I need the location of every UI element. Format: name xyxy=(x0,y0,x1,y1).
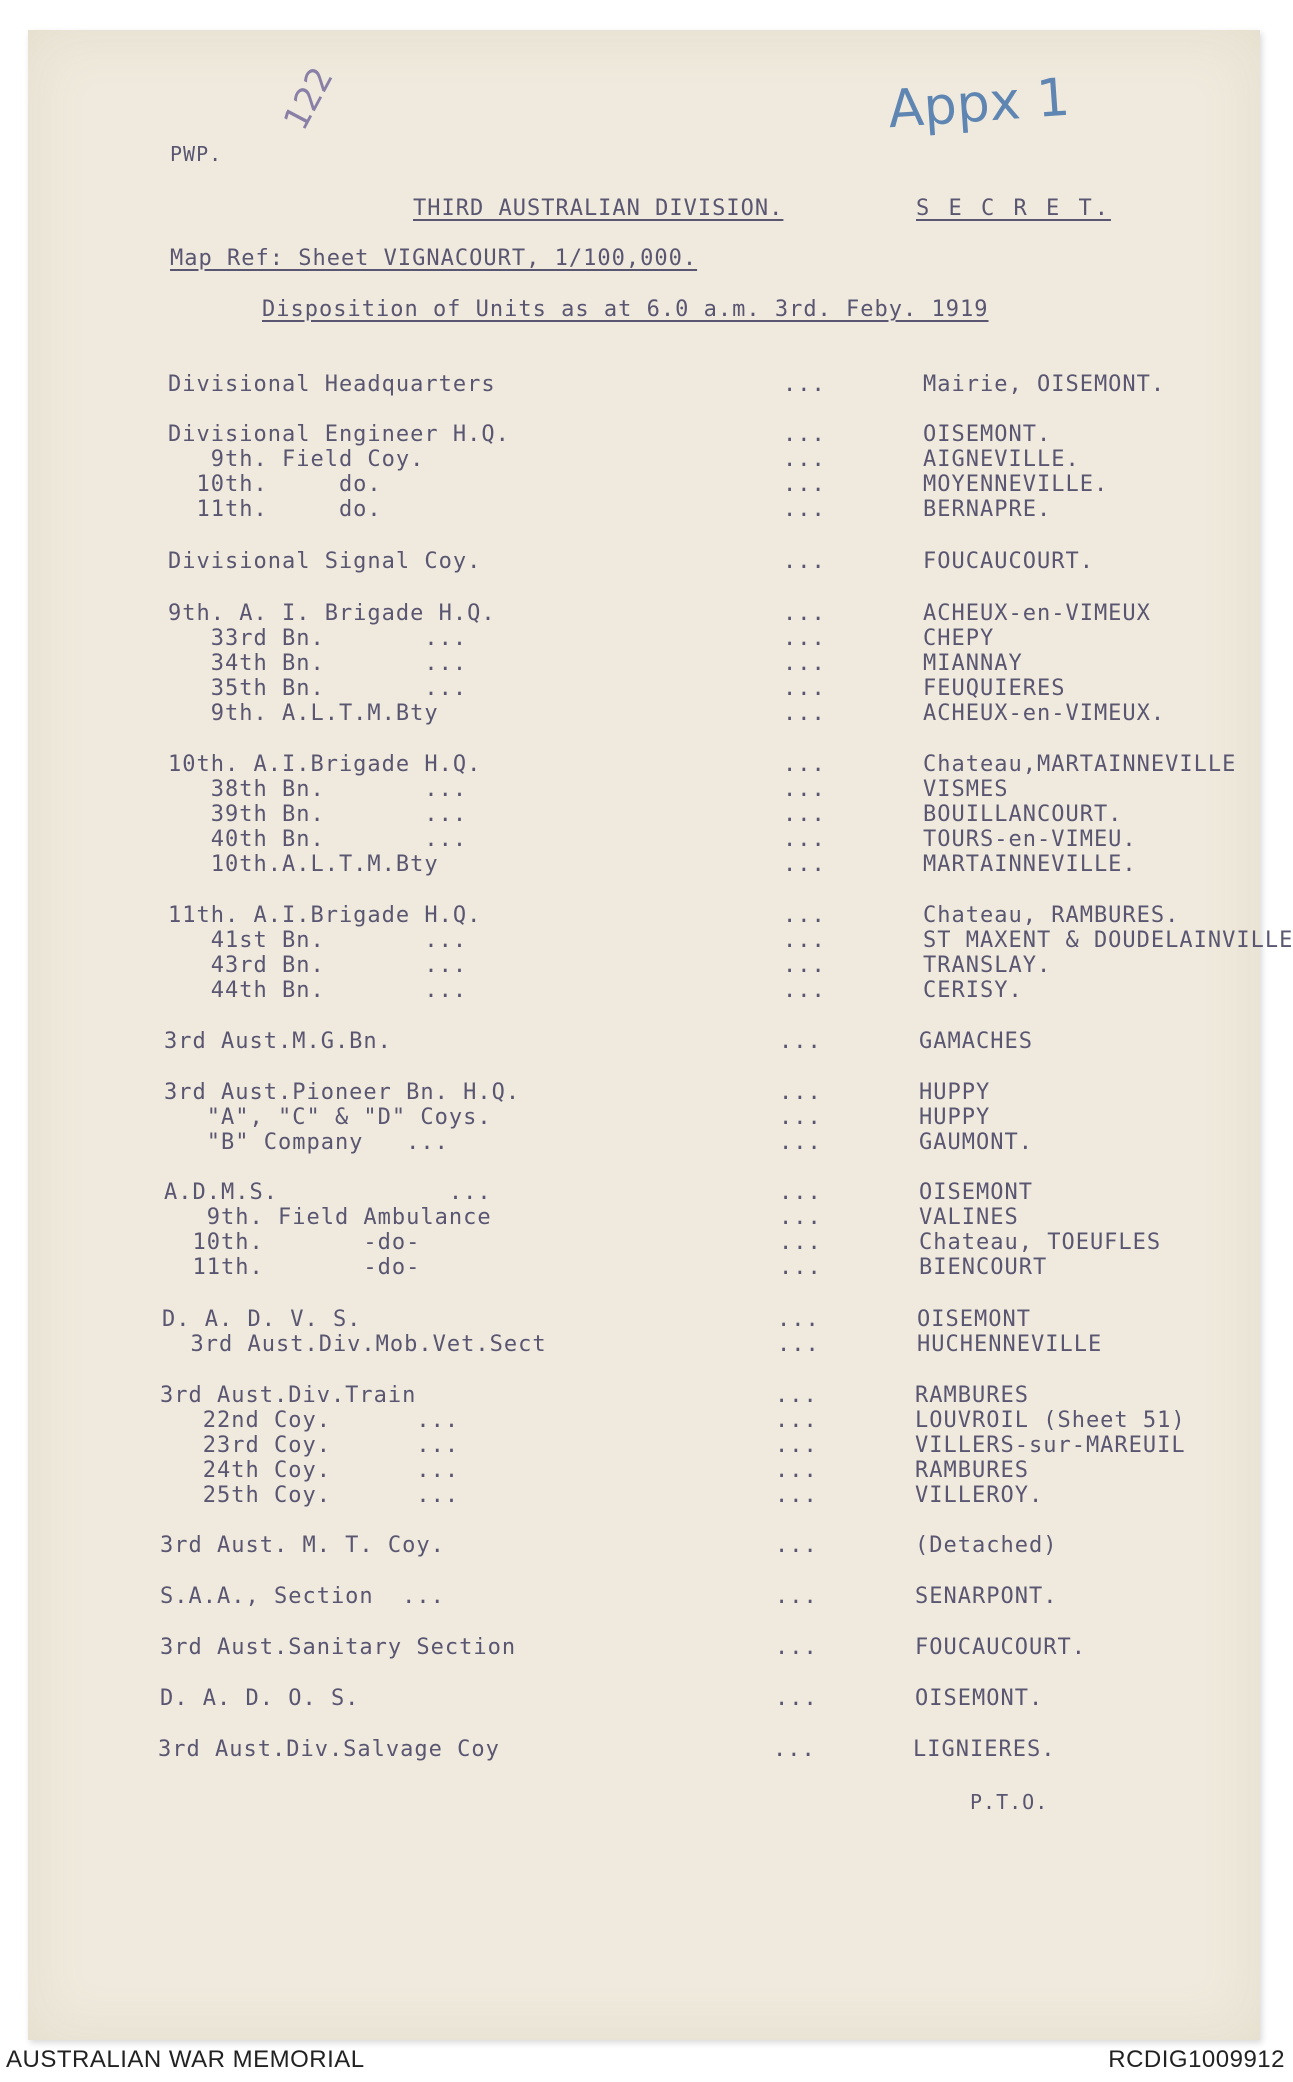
unit-location: (Detached) xyxy=(915,1533,1058,1558)
unit-name: "A", "C" & "D" Coys. xyxy=(164,1105,492,1130)
classification: S E C R E T. xyxy=(916,196,1111,221)
appendix-note: Appx 1 xyxy=(886,67,1072,141)
leader-dots: ... xyxy=(775,1408,818,1433)
unit-location: AIGNEVILLE. xyxy=(923,447,1080,472)
unit-name: 10th. -do- xyxy=(164,1230,421,1255)
leader-dots: ... xyxy=(783,601,826,626)
unit-name: 34th Bn. ... xyxy=(168,651,468,676)
leader-dots: ... xyxy=(779,1105,822,1130)
unit-name: 33rd Bn. ... xyxy=(168,626,468,651)
units-table xyxy=(158,0,1293,1820)
please-turn-over: P.T.O. xyxy=(970,1790,1049,1814)
leader-dots: ... xyxy=(783,752,826,777)
document-subject: Disposition of Units as at 6.0 a.m. 3rd. Feby. 1919 xyxy=(262,297,989,322)
footer-institution: AUSTRALIAN WAR MEMORIAL xyxy=(6,2046,365,2073)
leader-dots: ... xyxy=(783,676,826,701)
unit-name: Divisional Signal Coy. xyxy=(168,549,482,574)
folio-number: 122 xyxy=(276,60,342,137)
leader-dots: ... xyxy=(783,802,826,827)
unit-name: "B" Company ... xyxy=(164,1130,449,1155)
unit-location: Chateau,MARTAINNEVILLE xyxy=(923,752,1237,777)
document-ref: PWP. xyxy=(170,142,223,166)
unit-location: HUPPY xyxy=(919,1080,991,1105)
leader-dots: ... xyxy=(783,701,826,726)
unit-name: 9th. A.L.T.M.Bty xyxy=(168,701,439,726)
unit-location: TRANSLAY. xyxy=(923,953,1052,978)
leader-dots: ... xyxy=(777,1307,820,1332)
unit-location: OISEMONT. xyxy=(915,1686,1044,1711)
leader-dots: ... xyxy=(783,626,826,651)
unit-name: D. A. D. O. S. xyxy=(160,1686,360,1711)
unit-name: 3rd Aust.Div.Salvage Coy xyxy=(158,1737,500,1762)
unit-location: GAUMONT. xyxy=(919,1130,1033,1155)
leader-dots: ... xyxy=(783,777,826,802)
unit-name: 43rd Bn. ... xyxy=(168,953,468,978)
leader-dots: ... xyxy=(783,953,826,978)
leader-dots: ... xyxy=(783,472,826,497)
leader-dots: ... xyxy=(779,1255,822,1280)
leader-dots: ... xyxy=(783,651,826,676)
unit-location: BIENCOURT xyxy=(919,1255,1048,1280)
unit-name: 25th Coy. ... xyxy=(160,1483,460,1508)
leader-dots: ... xyxy=(779,1230,822,1255)
unit-name: 9th. Field Coy. xyxy=(168,447,425,472)
unit-name: Divisional Engineer H.Q. xyxy=(168,422,510,447)
leader-dots: ... xyxy=(777,1332,820,1357)
leader-dots: ... xyxy=(783,372,826,397)
unit-name: 3rd Aust. M. T. Coy. xyxy=(160,1533,445,1558)
unit-name: 3rd Aust.Div.Train xyxy=(160,1383,417,1408)
leader-dots: ... xyxy=(773,1737,816,1762)
unit-name: 3rd Aust.Sanitary Section xyxy=(160,1635,517,1660)
unit-name: 22nd Coy. ... xyxy=(160,1408,460,1433)
unit-name: 10th. do. xyxy=(168,472,382,497)
unit-name: 3rd Aust.Pioneer Bn. H.Q. xyxy=(164,1080,521,1105)
leader-dots: ... xyxy=(783,928,826,953)
unit-name: S.A.A., Section ... xyxy=(160,1584,445,1609)
unit-name: 11th. do. xyxy=(168,497,382,522)
unit-location: LOUVROIL (Sheet 51) xyxy=(915,1408,1186,1433)
unit-name: 11th. -do- xyxy=(164,1255,421,1280)
unit-name: 10th.A.L.T.M.Bty xyxy=(168,852,439,877)
unit-name: D. A. D. V. S. xyxy=(162,1307,362,1332)
footer-record-id: RCDIG1009912 xyxy=(1108,2046,1285,2073)
unit-location: HUPPY xyxy=(919,1105,991,1130)
unit-location: VILLERS-sur-MAREUIL xyxy=(915,1433,1186,1458)
unit-name: 39th Bn. ... xyxy=(168,802,468,827)
unit-name: 24th Coy. ... xyxy=(160,1458,460,1483)
unit-location: TOURS-en-VIMEU. xyxy=(923,827,1137,852)
leader-dots: ... xyxy=(783,497,826,522)
leader-dots: ... xyxy=(783,852,826,877)
unit-name: 9th. A. I. Brigade H.Q. xyxy=(168,601,496,626)
unit-location: VISMES xyxy=(923,777,1009,802)
unit-location: FEUQUIERES xyxy=(923,676,1066,701)
unit-location: OISEMONT xyxy=(919,1180,1033,1205)
leader-dots: ... xyxy=(783,978,826,1003)
unit-name: 35th Bn. ... xyxy=(168,676,468,701)
leader-dots: ... xyxy=(775,1686,818,1711)
leader-dots: ... xyxy=(783,447,826,472)
leader-dots: ... xyxy=(775,1483,818,1508)
division-title: THIRD AUSTRALIAN DIVISION. xyxy=(413,196,784,221)
leader-dots: ... xyxy=(775,1635,818,1660)
leader-dots: ... xyxy=(779,1080,822,1105)
unit-location: CHEPY xyxy=(923,626,995,651)
unit-location: MIANNAY xyxy=(923,651,1023,676)
unit-name: 11th. A.I.Brigade H.Q. xyxy=(168,903,482,928)
unit-location: HUCHENNEVILLE xyxy=(917,1332,1103,1357)
leader-dots: ... xyxy=(783,549,826,574)
unit-location: OISEMONT. xyxy=(923,422,1052,447)
unit-location: Mairie, OISEMONT. xyxy=(923,372,1166,397)
unit-name: 44th Bn. ... xyxy=(168,978,468,1003)
unit-location: GAMACHES xyxy=(919,1029,1033,1054)
unit-location: ST MAXENT & DOUDELAINVILLE xyxy=(923,928,1293,953)
unit-name: 41st Bn. ... xyxy=(168,928,468,953)
map-reference: Map Ref: Sheet VIGNACOURT, 1/100,000. xyxy=(170,246,698,271)
unit-location: MARTAINNEVILLE. xyxy=(923,852,1137,877)
unit-location: Chateau, TOEUFLES xyxy=(919,1230,1162,1255)
unit-location: OISEMONT xyxy=(917,1307,1031,1332)
leader-dots: ... xyxy=(783,827,826,852)
leader-dots: ... xyxy=(775,1433,818,1458)
unit-location: RAMBURES xyxy=(915,1383,1029,1408)
leader-dots: ... xyxy=(775,1584,818,1609)
unit-name: 23rd Coy. ... xyxy=(160,1433,460,1458)
leader-dots: ... xyxy=(779,1130,822,1155)
leader-dots: ... xyxy=(775,1533,818,1558)
leader-dots: ... xyxy=(779,1029,822,1054)
unit-location: ACHEUX-en-VIMEUX xyxy=(923,601,1151,626)
unit-name: 3rd Aust.Div.Mob.Vet.Sect xyxy=(162,1332,547,1357)
unit-location: BOUILLANCOURT. xyxy=(923,802,1123,827)
leader-dots: ... xyxy=(783,903,826,928)
unit-location: RAMBURES xyxy=(915,1458,1029,1483)
unit-location: LIGNIERES. xyxy=(913,1737,1056,1762)
unit-location: SENARPONT. xyxy=(915,1584,1058,1609)
unit-name: 10th. A.I.Brigade H.Q. xyxy=(168,752,482,777)
unit-name: 38th Bn. ... xyxy=(168,777,468,802)
unit-location: FOUCAUCOURT. xyxy=(915,1635,1086,1660)
unit-location: Chateau, RAMBURES. xyxy=(923,903,1180,928)
unit-name: 3rd Aust.M.G.Bn. xyxy=(164,1029,392,1054)
unit-location: MOYENNEVILLE. xyxy=(923,472,1109,497)
unit-location: ACHEUX-en-VIMEUX. xyxy=(923,701,1166,726)
leader-dots: ... xyxy=(779,1205,822,1230)
unit-name: A.D.M.S. ... xyxy=(164,1180,492,1205)
unit-name: Divisional Headquarters xyxy=(168,372,496,397)
unit-name: 9th. Field Ambulance xyxy=(164,1205,492,1230)
leader-dots: ... xyxy=(775,1458,818,1483)
unit-location: CERISY. xyxy=(923,978,1023,1003)
unit-location: BERNAPRE. xyxy=(923,497,1052,522)
unit-location: VALINES xyxy=(919,1205,1019,1230)
leader-dots: ... xyxy=(783,422,826,447)
leader-dots: ... xyxy=(775,1383,818,1408)
unit-name: 40th Bn. ... xyxy=(168,827,468,852)
leader-dots: ... xyxy=(779,1180,822,1205)
unit-location: FOUCAUCOURT. xyxy=(923,549,1094,574)
unit-location: VILLEROY. xyxy=(915,1483,1044,1508)
